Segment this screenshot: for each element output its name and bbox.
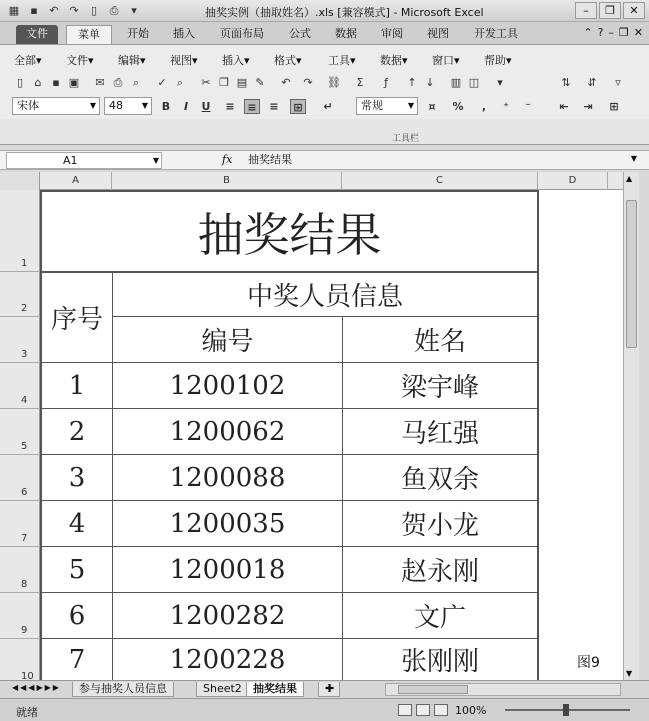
column-header-b[interactable]: B [112,172,342,190]
help-icon[interactable]: ? [597,26,604,39]
number-format-value: 常规 [361,99,383,112]
title-cell[interactable]: 抽奖结果 [197,207,382,262]
sort-descending-icon[interactable]: ↓ [425,76,435,89]
row-header[interactable]: 7 [0,501,40,547]
redo-icon[interactable]: ↷ [69,4,79,17]
borders-icon[interactable]: ⊞ [609,100,619,113]
hyperlink-icon[interactable]: ⛓ [327,76,341,89]
info-header-cell[interactable]: 中奖人员信息 [246,282,403,312]
seq-cell[interactable]: 7 [68,644,86,675]
merge-center-icon[interactable]: ⊞ [290,99,306,114]
sheet-tab-results[interactable]: 抽奖结果 [246,682,304,697]
column-header-c[interactable]: C [342,172,538,190]
name-cell[interactable]: 贺小龙 [400,511,479,541]
seq-header-cell[interactable]: 序号 [50,305,103,335]
normal-view-icon[interactable] [398,704,412,716]
tab-file[interactable]: 文件 [16,25,58,44]
save-icon[interactable]: ▪ [30,4,38,17]
row-header[interactable]: 3 [0,317,40,363]
status-ready: 就绪 [16,706,38,719]
decrease-decimal-icon[interactable]: ⁻ [525,100,531,113]
select-all-corner[interactable] [0,172,40,190]
redo-icon[interactable]: ↷ [303,76,313,89]
menu-all[interactable]: 全部▾ [14,54,42,67]
spelling-icon[interactable]: ✓ [157,76,167,89]
id-cell[interactable]: 1200102 [169,370,286,401]
sheet-tab-bar [0,680,649,698]
menu-format[interactable]: 格式▾ [274,54,302,67]
name-cell[interactable]: 赵永刚 [400,557,479,587]
seq-cell[interactable]: 3 [68,462,86,493]
print-icon[interactable]: ⎙ [109,4,119,17]
font-size-value: 48 [109,99,123,112]
column-header-a[interactable]: A [40,172,112,190]
tab-insert[interactable]: 插入 [173,27,195,40]
name-cell[interactable]: 鱼双余 [400,465,479,495]
title-bar [0,0,649,22]
new-sheet-icon[interactable]: ✚ [318,682,340,697]
id-cell[interactable]: 1200062 [169,416,286,447]
function-icon[interactable]: ƒ [384,76,388,89]
seq-cell[interactable]: 2 [68,416,86,447]
page-break-view-icon[interactable] [434,704,448,716]
cut-icon[interactable]: ✂ [201,76,211,89]
ribbon-tab-bar [0,22,649,45]
tab-review[interactable]: 审阅 [381,27,403,40]
zoom-level[interactable]: 100% [455,704,487,717]
font-name-select[interactable] [12,97,100,115]
row-header[interactable]: 6 [0,455,40,501]
insert-function-icon[interactable]: fx [222,153,233,166]
currency-icon[interactable]: ¤ [428,100,436,113]
zoom-dropdown-icon[interactable]: ▾ [497,76,503,89]
scroll-thumb[interactable] [626,200,637,348]
horizontal-scroll-thumb[interactable] [398,685,468,694]
row-header[interactable]: 8 [0,547,40,593]
chevron-down-icon[interactable]: ▼ [152,156,159,165]
more-tools-icon[interactable]: ▿ [615,76,621,89]
format-painter-icon[interactable]: ✎ [255,76,265,89]
open-icon[interactable]: ⌂ [34,76,42,89]
seq-cell[interactable]: 4 [68,508,86,539]
increase-indent-icon[interactable]: ⇥ [583,100,593,113]
formula-input[interactable]: 抽奖结果 [248,153,292,166]
wrap-text-icon[interactable]: ↵ [323,100,333,113]
sort-az-icon[interactable]: ⇅ [561,76,571,89]
row-header[interactable]: 2 [0,272,40,317]
name-box-value: A1 [63,154,78,167]
name-cell[interactable]: 文广 [413,603,466,633]
sheet-nav-arrows-icon[interactable]: ◀◀◀▶▶▶ [12,683,61,692]
ribbon-group-label [0,119,649,145]
align-left-icon[interactable]: ≡ [225,100,235,113]
new-file-icon[interactable]: ▯ [16,76,24,89]
tab-formulas[interactable]: 公式 [289,27,311,40]
chevron-down-icon[interactable]: ▼ [89,101,97,110]
print-preview-icon[interactable]: ⌕ [132,76,140,89]
name-cell[interactable]: 张刚刚 [400,647,479,677]
id-cell[interactable]: 1200035 [169,508,286,539]
menu-file[interactable]: 文件▾ [66,54,94,67]
name-cell[interactable]: 梁宇峰 [400,373,479,403]
row-header[interactable]: 5 [0,409,40,455]
window-close-icon[interactable]: ✕ [633,26,643,39]
horizontal-scrollbar[interactable] [385,683,621,696]
quick-access-toolbar [6,3,142,18]
drawing-icon[interactable]: ◫ [468,76,480,89]
row-header[interactable]: 1 [0,190,40,272]
menu-window[interactable]: 窗口▾ [432,54,460,67]
standard-toolbar [0,71,649,95]
expand-formula-bar-icon[interactable]: ▼ [630,154,637,163]
tab-view[interactable]: 视图 [427,27,449,40]
sheet-tab-sheet2[interactable]: Sheet2 [196,682,249,697]
undo-icon[interactable]: ↶ [49,4,59,17]
column-headers [0,172,623,190]
menu-bar [0,45,649,71]
permission-icon[interactable]: ▣ [68,76,80,89]
italic-icon[interactable]: I [183,100,189,113]
seq-cell[interactable]: 1 [68,370,86,401]
formula-bar [0,150,649,170]
zoom-slider[interactable] [505,709,630,711]
menu-tools[interactable]: 工具▾ [328,54,356,67]
id-cell[interactable]: 1200018 [169,554,286,585]
row-headers [0,190,40,680]
table-border [537,190,539,680]
decrease-indent-icon[interactable]: ⇤ [559,100,569,113]
sheet-tab-participants[interactable]: 参与抽奖人员信息 [72,682,174,697]
page-layout-view-icon[interactable] [416,704,430,716]
sort-za-icon[interactable]: ⇵ [587,76,597,89]
percent-icon[interactable]: % [452,100,464,113]
tab-developer[interactable]: 开发工具 [474,27,518,40]
bold-icon[interactable]: B [161,100,171,113]
font-size-select[interactable] [104,97,152,115]
formatting-toolbar [0,95,649,119]
close-button[interactable]: ✕ [623,2,645,19]
toolbar-group-label: 工具栏 [392,134,420,144]
vertical-scrollbar[interactable] [623,172,639,680]
worksheet-grid[interactable] [0,172,623,680]
increase-decimal-icon[interactable]: ⁺ [503,100,509,113]
ribbon-minimize-icon[interactable]: ⌃ [583,26,593,39]
tab-page-layout[interactable]: 页面布局 [220,27,264,40]
excel-logo-icon: ▦ [8,4,20,17]
minimize-button[interactable]: – [575,2,597,19]
column-header-d[interactable]: D [538,172,608,190]
print-icon[interactable]: ⎙ [113,76,123,89]
name-box[interactable] [6,152,162,169]
tab-data[interactable]: 数据 [335,27,357,40]
research-icon[interactable]: ⌕ [176,76,184,89]
menu-edit[interactable]: 编辑▾ [118,54,146,67]
chevron-down-icon[interactable]: ▼ [407,101,415,110]
copy-icon[interactable]: ❐ [219,76,229,89]
row-header[interactable]: 10 [0,639,40,680]
autosum-icon[interactable]: Σ [356,76,364,89]
save-icon[interactable]: ▪ [52,76,60,89]
zoom-slider-knob[interactable] [563,704,569,716]
underline-icon[interactable]: U [201,100,211,113]
scroll-up-icon[interactable]: ▲ [626,174,633,183]
window-minimize-icon[interactable]: – [608,26,614,39]
font-name-value: 宋体 [17,99,39,112]
tab-menu[interactable]: 菜单 [66,25,112,44]
figure-label: 图9 [577,652,600,672]
id-header-cell[interactable]: 编号 [201,327,254,357]
align-right-icon[interactable]: ≡ [269,100,279,113]
window-restore-icon[interactable]: ❐ [618,26,629,39]
number-format-select[interactable] [356,97,418,115]
new-icon[interactable]: ▯ [90,4,98,17]
seq-cell[interactable]: 6 [68,600,86,631]
paste-icon[interactable]: ▤ [236,76,248,89]
chart-icon[interactable]: ▥ [450,76,462,89]
name-header-cell[interactable]: 姓名 [413,327,466,357]
sort-ascending-icon[interactable]: ↑ [407,76,417,89]
seq-cell[interactable]: 5 [68,554,86,585]
align-center-icon[interactable]: ≡ [244,99,260,114]
comma-style-icon[interactable]: , [481,100,487,113]
id-cell[interactable]: 1200088 [169,462,286,493]
id-cell[interactable]: 1200228 [169,644,286,675]
undo-icon[interactable]: ↶ [281,76,291,89]
quick-access-dropdown-icon[interactable]: ▾ [131,4,137,17]
name-cell[interactable]: 马红强 [400,419,479,449]
id-cell[interactable]: 1200282 [169,600,286,631]
mail-icon[interactable]: ✉ [95,76,105,89]
restore-button[interactable]: ❐ [599,2,621,19]
menu-view[interactable]: 视图▾ [170,54,198,67]
chevron-down-icon[interactable]: ▼ [141,101,149,110]
scroll-down-icon[interactable]: ▼ [626,669,633,678]
status-bar [0,698,649,721]
window-title: 抽奖实例（抽取姓名）.xls [兼容模式] - Microsoft Excel [205,6,484,19]
row-header[interactable]: 9 [0,593,40,639]
row-header[interactable]: 4 [0,363,40,409]
menu-data[interactable]: 数据▾ [380,54,408,67]
menu-help[interactable]: 帮助▾ [484,54,512,67]
menu-insert[interactable]: 插入▾ [222,54,250,67]
tab-home[interactable]: 开始 [127,27,149,40]
